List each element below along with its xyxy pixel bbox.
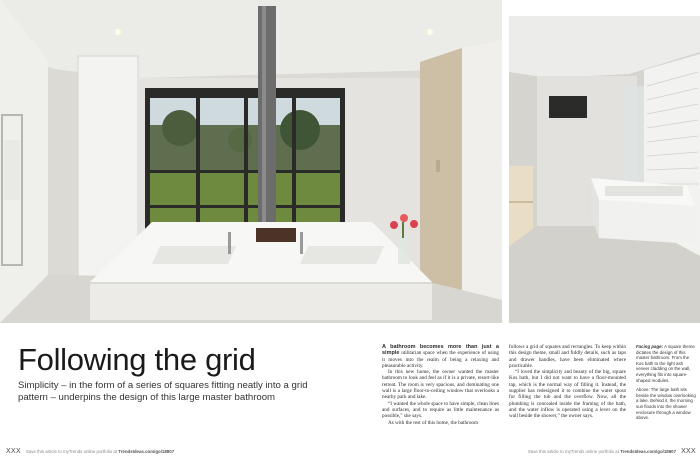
caption-label: Facing page: bbox=[636, 344, 664, 349]
footer-right-text: Save this article to myTrends online portfolio at bbox=[527, 449, 621, 454]
body-lead-in: A bathroom becomes more than just a simple bbox=[382, 344, 499, 357]
footer-left-text: Save this article to myTrends online portfolio at bbox=[25, 449, 119, 454]
article-standfirst: Simplicity – in the form of a series of squares fitting neatly into a grid pattern – underpins the design of this large master bathroom bbox=[18, 380, 308, 403]
page-folio-left: XXX bbox=[6, 448, 21, 455]
body-paragraph-2: In this new home, the owner wanted the master bathroom to look and feel as if it is a private, resort-like retreat. The room is very spacious, and dominating one wall is a large floor-to-ceiling window that overlooks a nearby park and lake. bbox=[382, 369, 499, 401]
body-column-1 bbox=[382, 344, 499, 426]
body-paragraph-5: follows a grid of squares and rectangles. To keep within this design theme, small and fiddly details, such as taps and drawer handles, have been eliminated where practicable. bbox=[509, 344, 626, 369]
footer-right-link[interactable]: TrendsIdeas.com/go/18807 bbox=[620, 449, 677, 454]
footer-left-link[interactable]: TrendsIdeas.com/go/18807 bbox=[118, 449, 175, 454]
body-paragraph-6: “I loved the simplicity and beauty of the big, square Kos bath, but I did not want to have a floor-mounted tap, which is the normal way of filling it. Instead, the supplier has redesigned it to combine the water spout for filling the tub and the overflow. Now, all the plumbing is concealed inside the framing of the bath, and the water inflow is operated using a lever on the wall beside the shower,” the owner says. bbox=[509, 369, 626, 420]
caption-text-2: Above: The large bath sits beside the window overlooking a lake. Behind it, the morning sun floods into the shower enclosure through a window above. bbox=[636, 387, 696, 421]
caption-text-1: A square theme dictates the design of this master bathroom. From the Kos bath to the light ash veneer cladding on the wall, everything fits into square-shaped modules. bbox=[636, 344, 695, 383]
body-paragraph-1-text: utilitarian space when the experience of using it moves into the realm of being a relaxing and pleasurable activity. bbox=[382, 350, 500, 369]
body-column-2 bbox=[509, 344, 626, 420]
page-folio-right: XXX bbox=[681, 448, 696, 455]
body-paragraph-3: “I wanted the whole space to have simple, clean lines and surfaces, and to require as little maintenance as possible,” she says. bbox=[382, 400, 499, 420]
side-bath-photo bbox=[509, 16, 700, 323]
body-paragraph-1 bbox=[382, 344, 499, 369]
article-headline: Following the grid bbox=[18, 342, 256, 377]
footer-left bbox=[6, 448, 174, 455]
caption-facing-page bbox=[636, 344, 696, 383]
photo-captions bbox=[636, 344, 696, 425]
footer-right bbox=[528, 448, 696, 455]
body-paragraph-4: As with the rest of this home, the bathroom bbox=[388, 419, 479, 426]
